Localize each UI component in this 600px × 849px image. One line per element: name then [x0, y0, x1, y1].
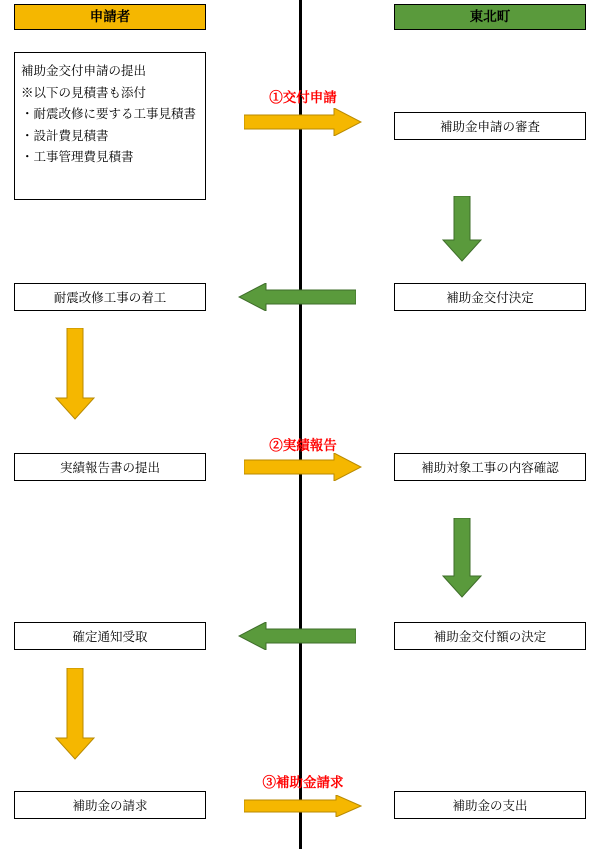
town-review-application-box: 補助金申請の審査 — [394, 112, 586, 140]
applicant-receive-notice-box: 確定通知受取 — [14, 622, 206, 650]
arrow-construction-to-report — [55, 328, 95, 420]
application-line-1: 補助金交付申請の提出 — [21, 64, 147, 78]
town-confirm-work-box: 補助対象工事の内容確認 — [394, 453, 586, 481]
arrow-request-to-town — [244, 795, 362, 817]
application-line-5: ・工事管理費見積書 — [21, 150, 134, 164]
arrow-notice-to-request — [55, 668, 95, 760]
applicant-request-subsidy-box: 補助金の請求 — [14, 791, 206, 819]
town-grant-decision-box: 補助金交付決定 — [394, 283, 586, 311]
column-header-town: 東北町 — [394, 4, 586, 30]
arrow-town-review-to-decision — [442, 196, 482, 262]
arrow-application-to-town — [244, 108, 362, 136]
application-line-3: ・耐震改修に要する工事見積書 — [21, 107, 197, 121]
application-line-4: ・設計費見積書 — [21, 128, 109, 143]
step-label-1: ①交付申請 — [269, 90, 337, 105]
applicant-start-construction-box: 耐震改修工事の着工 — [14, 283, 206, 311]
arrow-amount-to-applicant — [238, 622, 356, 650]
step-label-2: ②実績報告 — [269, 438, 337, 453]
arrow-confirm-to-amount — [442, 518, 482, 598]
arrow-decision-to-applicant — [238, 283, 356, 311]
arrow-report-to-town — [244, 453, 362, 481]
applicant-submit-report-box: 実績報告書の提出 — [14, 453, 206, 481]
town-pay-subsidy-box: 補助金の支出 — [394, 791, 586, 819]
column-header-applicant: 申請者 — [14, 4, 206, 30]
applicant-submit-application-box — [14, 52, 206, 200]
step-label-3: ③補助金請求 — [262, 775, 344, 790]
town-decide-amount-box: 補助金交付額の決定 — [394, 622, 586, 650]
application-line-2: ※以下の見積書も添付 — [21, 85, 147, 100]
